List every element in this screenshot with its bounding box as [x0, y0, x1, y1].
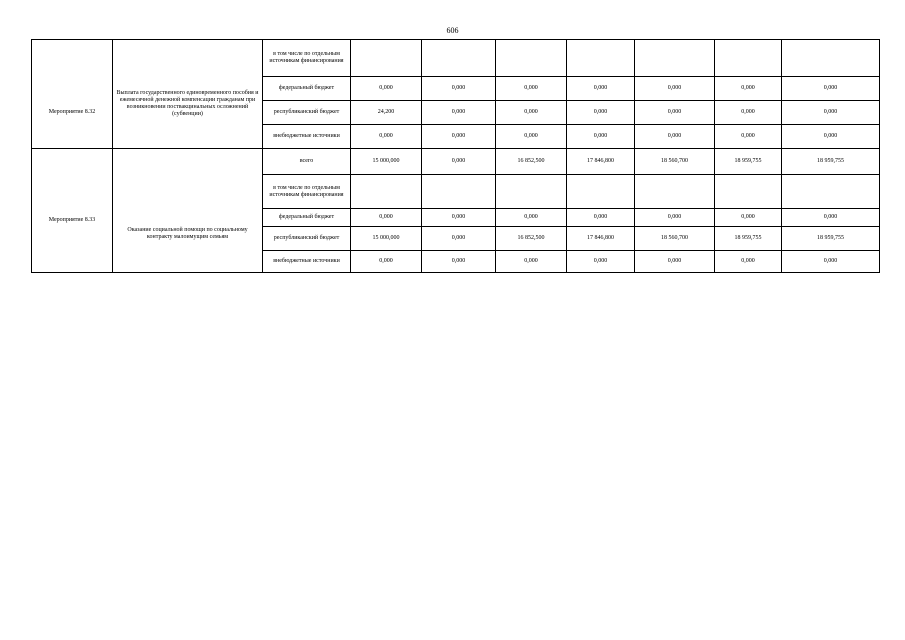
value-cell	[782, 175, 880, 209]
value-cell: 0,000	[496, 77, 567, 101]
value-cell: 0,000	[782, 209, 880, 227]
value-cell	[567, 40, 635, 77]
value-cell	[351, 40, 422, 77]
value-cell: 0,000	[635, 209, 715, 227]
value-cell: 0,000	[567, 101, 635, 125]
value-cell	[635, 175, 715, 209]
value-cell: 0,000	[567, 251, 635, 273]
value-cell: 0,000	[496, 101, 567, 125]
value-cell: 0,000	[351, 77, 422, 101]
funding-source: в том числе по отдельным источникам финансирования	[263, 175, 351, 209]
funding-source: всего	[263, 149, 351, 175]
value-cell: 17 846,800	[567, 227, 635, 251]
value-cell: 24,200	[351, 101, 422, 125]
table-row	[32, 40, 880, 77]
value-cell: 0,000	[422, 149, 496, 175]
value-cell	[567, 175, 635, 209]
value-cell	[715, 175, 782, 209]
value-cell	[422, 40, 496, 77]
value-cell: 0,000	[496, 125, 567, 149]
measure-description-cell	[113, 149, 263, 273]
value-cell: 0,000	[782, 251, 880, 273]
value-cell: 17 846,800	[567, 149, 635, 175]
value-cell: 0,000	[567, 125, 635, 149]
value-cell: 0,000	[635, 77, 715, 101]
value-cell: 16 852,500	[496, 227, 567, 251]
measure-id: Мероприятие 8.32	[48, 109, 96, 115]
value-cell	[782, 40, 880, 77]
value-cell: 0,000	[351, 125, 422, 149]
value-cell: 0,000	[782, 77, 880, 101]
value-cell: 0,000	[567, 209, 635, 227]
funding-source: внебюджетные источники	[263, 125, 351, 149]
table-row	[32, 149, 880, 175]
value-cell: 16 852,500	[496, 149, 567, 175]
value-cell: 15 000,000	[351, 227, 422, 251]
budget-table-body	[32, 40, 880, 273]
funding-source: в том числе по отдельным источникам финансирования	[263, 40, 351, 77]
value-cell: 18 560,700	[635, 149, 715, 175]
value-cell: 0,000	[422, 251, 496, 273]
value-cell: 0,000	[496, 251, 567, 273]
measure-id: Мероприятие 8.33	[48, 217, 96, 223]
value-cell	[351, 175, 422, 209]
value-cell	[422, 175, 496, 209]
value-cell: 0,000	[635, 125, 715, 149]
value-cell: 15 000,000	[351, 149, 422, 175]
value-cell: 0,000	[635, 251, 715, 273]
budget-table	[31, 39, 880, 273]
value-cell: 18 959,755	[715, 227, 782, 251]
funding-source: республиканский бюджет	[263, 101, 351, 125]
measure-description: Оказание социальной помощи по социальному контракту малоимущим семьям	[127, 226, 248, 240]
value-cell: 0,000	[715, 209, 782, 227]
funding-source: федеральный бюджет	[263, 77, 351, 101]
value-cell: 0,000	[782, 101, 880, 125]
value-cell: 0,000	[567, 77, 635, 101]
value-cell: 0,000	[782, 125, 880, 149]
page-number: 606	[446, 26, 459, 35]
measure-id-cell	[32, 40, 113, 149]
value-cell	[496, 40, 567, 77]
value-cell: 0,000	[422, 227, 496, 251]
value-cell: 0,000	[422, 125, 496, 149]
value-cell: 0,000	[351, 251, 422, 273]
value-cell	[496, 175, 567, 209]
funding-source: внебюджетные источники	[263, 251, 351, 273]
value-cell: 0,000	[715, 101, 782, 125]
value-cell: 0,000	[715, 251, 782, 273]
value-cell: 0,000	[422, 209, 496, 227]
measure-id-cell	[32, 149, 113, 273]
value-cell: 0,000	[715, 77, 782, 101]
value-cell: 18 959,755	[782, 149, 880, 175]
value-cell: 0,000	[422, 77, 496, 101]
value-cell	[715, 40, 782, 77]
value-cell: 0,000	[422, 101, 496, 125]
value-cell: 0,000	[496, 209, 567, 227]
value-cell: 0,000	[351, 209, 422, 227]
value-cell: 18 959,755	[782, 227, 880, 251]
measure-description: Выплата государственного единовременного пособия и ежемесячной денежной компенсации гражданам при возникновении поствакцинальных осложнений (субвенции)	[116, 89, 259, 117]
value-cell: 18 959,755	[715, 149, 782, 175]
value-cell	[635, 40, 715, 77]
value-cell: 0,000	[635, 101, 715, 125]
funding-source: федеральный бюджет	[263, 209, 351, 227]
value-cell: 0,000	[715, 125, 782, 149]
measure-description-cell	[113, 40, 263, 149]
value-cell: 18 560,700	[635, 227, 715, 251]
funding-source: республиканский бюджет	[263, 227, 351, 251]
